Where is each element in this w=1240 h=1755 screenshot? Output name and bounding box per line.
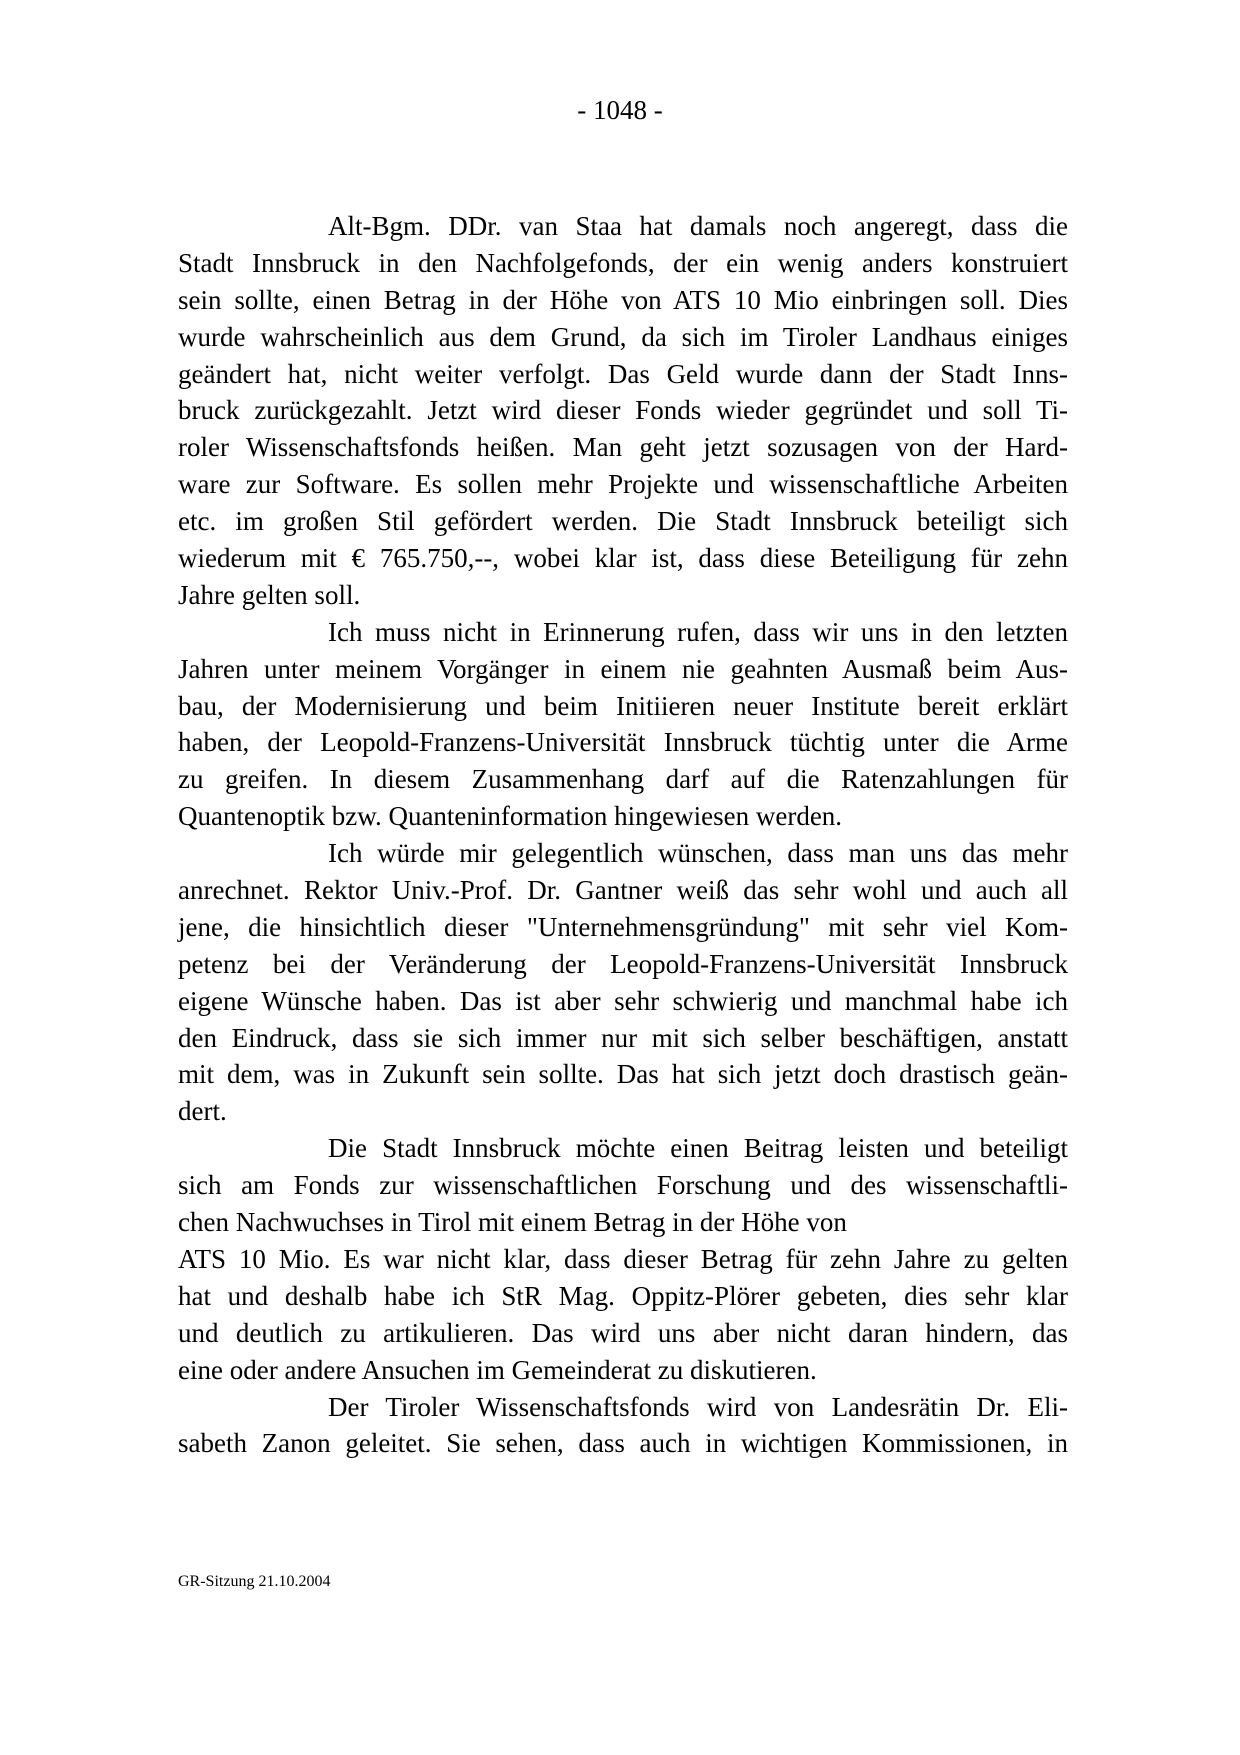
paragraph-1-line: geändert hat, nicht weiter verfolgt. Das Geld wurde dann der Stadt Inns-	[178, 358, 1068, 389]
paragraph-4-line: hat und deshalb habe ich StR Mag. Oppitz-Plörer gebeten, dies sehr klar	[178, 1280, 1068, 1311]
paragraph-4-line: Die Stadt Innsbruck möchte einen Beitrag leisten und beteiligt	[328, 1133, 1068, 1164]
paragraph-1-line: Alt-Bgm. DDr. van Staa hat damals noch angeregt, dass die	[328, 211, 1068, 241]
paragraph-5-line: Der Tiroler Wissenschaftsfonds wird von Landesrätin Dr. Eli-	[328, 1391, 1068, 1422]
paragraph-4-line: ATS 10 Mio. Es war nicht klar, dass dieser Betrag für zehn Jahre zu gelten	[178, 1243, 1068, 1274]
paragraph-1-line: sein sollte, einen Betrag in der Höhe von ATS 10 Mio einbringen soll. Dies	[178, 284, 1068, 315]
paragraph-1-line: wiederum mit € 765.750,--, wobei klar ist, dass diese Beteiligung für zehn	[178, 543, 1068, 574]
paragraph-4-line: chen Nachwuchses in Tirol mit einem Betrag in der Höhe von	[178, 1207, 847, 1238]
paragraph-3-line: Ich würde mir gelegentlich wünschen, dass man uns das mehr	[328, 838, 1068, 869]
paragraph-2-line: Quantenoptik bzw. Quanteninformation hingewiesen werden.	[178, 801, 843, 832]
paragraph-3-line: dert.	[178, 1096, 227, 1127]
paragraph-1-line: Jahre gelten soll.	[178, 579, 361, 610]
paragraph-1-line: etc. im großen Stil gefördert werden. Die Stadt Innsbruck beteiligt sich	[178, 506, 1068, 537]
paragraph-2-line: haben, der Leopold-Franzens-Universität Innsbruck tüchtig unter die Arme	[178, 727, 1068, 758]
paragraph-2-line: bau, der Modernisierung und beim Initiieren neuer Institute bereit erklärt	[178, 690, 1068, 721]
paragraph-1-line: wurde wahrscheinlich aus dem Grund, da sich im Tiroler Landhaus einiges	[178, 321, 1068, 352]
paragraph-3-line: eigene Wünsche haben. Das ist aber sehr schwierig und manchmal habe ich	[178, 985, 1068, 1016]
paragraph-4-line: und deutlich zu artikulieren. Das wird uns aber nicht daran hindern, das	[178, 1317, 1068, 1348]
paragraph-4-line: sich am Fonds zur wissenschaftlichen Forschung und des wissenschaftli-	[178, 1170, 1068, 1201]
footer-session-date: GR-Sitzung 21.10.2004	[178, 1573, 331, 1590]
paragraph-1-line: ware zur Software. Es sollen mehr Projekte und wissenschaftliche Arbeiten	[178, 469, 1068, 500]
paragraph-3-line: petenz bei der Veränderung der Leopold-Franzens-Universität Innsbruck	[178, 948, 1068, 979]
page-number: - 1048 -	[577, 95, 663, 125]
paragraph-1-line: bruck zurückgezahlt. Jetzt wird dieser Fonds wieder gegründet und soll Ti-	[178, 395, 1068, 426]
paragraph-2-line: Ich muss nicht in Erinnerung rufen, dass wir uns in den letzten	[328, 616, 1068, 647]
paragraph-2-line: zu greifen. In diesem Zusammenhang darf auf die Ratenzahlungen für	[178, 764, 1068, 795]
paragraph-1-line: roler Wissenschaftsfonds heißen. Man geht jetzt sozusagen von der Hard-	[178, 432, 1068, 463]
paragraph-3-line: mit dem, was in Zukunft sein sollte. Das hat sich jetzt doch drastisch geän-	[178, 1059, 1068, 1090]
paragraph-1-line: Stadt Innsbruck in den Nachfolgefonds, der ein wenig anders konstruiert	[178, 247, 1068, 278]
paragraph-2-line: Jahren unter meinem Vorgänger in einem nie geahnten Ausmaß beim Aus-	[178, 653, 1068, 684]
paragraph-3-line: den Eindruck, dass sie sich immer nur mit sich selber beschäftigen, anstatt	[178, 1022, 1068, 1053]
paragraph-3-line: jene, die hinsichtlich dieser "Unternehmensgründung" mit sehr viel Kom-	[178, 911, 1068, 942]
paragraph-5-line: sabeth Zanon geleitet. Sie sehen, dass auch in wichtigen Kommissionen, in	[178, 1428, 1068, 1459]
paragraph-4-line: eine oder andere Ansuchen im Gemeinderat zu diskutieren.	[178, 1354, 817, 1385]
paragraph-3-line: anrechnet. Rektor Univ.-Prof. Dr. Gantner weiß das sehr wohl und auch all	[178, 875, 1068, 906]
document-body	[178, 208, 1068, 1462]
